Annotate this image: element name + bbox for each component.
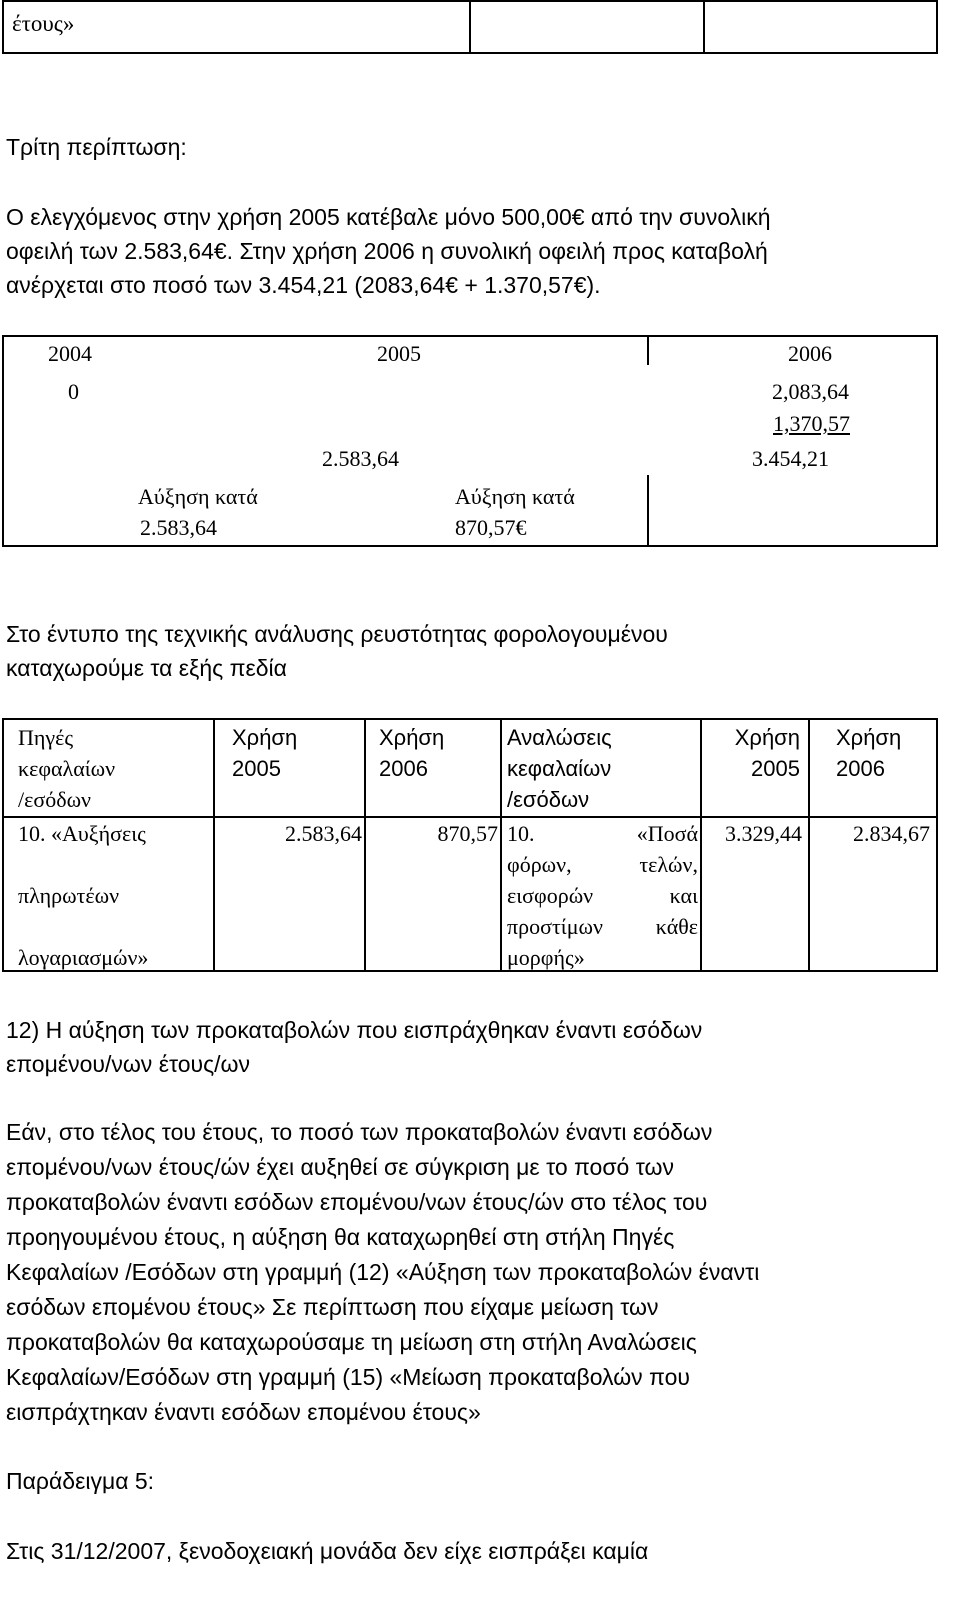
- para1-line3: ανέρχεται στο ποσό των 3.454,21 (2083,64€ + 1.370,57€).: [6, 272, 601, 298]
- para2-line2: καταχωρούμε τα εξής πεδία: [6, 655, 287, 681]
- header-sources-l3: /εσόδων: [18, 787, 92, 812]
- para3-line7: προκαταβολών θα καταχωρούσαμε τη μείωση στη στήλη Αναλώσεις: [6, 1329, 697, 1355]
- header-use-2005b-l2: 2005: [751, 756, 800, 781]
- top-box-text: έτους»: [12, 11, 75, 36]
- value-2006-total: 3.454,21: [752, 446, 829, 471]
- header-use-2005b-l1: Χρήση: [734, 725, 800, 750]
- row-use-l2a: φόρων,: [507, 852, 572, 877]
- value-2006-a: 2,083,64: [772, 379, 849, 404]
- value-2005: 2.583,64: [322, 446, 399, 471]
- row-use-l1a: 10.: [507, 821, 535, 846]
- row-value-2005: 2.583,64: [285, 821, 362, 846]
- item12-line1: 12) Η αύξηση των προκαταβολών που εισπράχθηκαν έναντι εσόδων: [6, 1017, 703, 1043]
- header-use-2005-l2: 2005: [232, 756, 281, 781]
- header-uses-l3: /εσόδων: [507, 787, 590, 812]
- year-2005: 2005: [377, 341, 421, 366]
- para3-line4: προηγουμένου έτους, η αύξηση θα καταχωρηθεί στη στήλη Πηγές: [6, 1224, 675, 1250]
- row-use-l3b: και: [669, 883, 698, 908]
- value-2006-b: 1,370,57: [773, 411, 850, 436]
- row-use-2005: 3.329,44: [725, 821, 802, 846]
- year-2004: 2004: [48, 341, 92, 366]
- para3-line6: εσόδων επομένου έτους» Σε περίπτωση που είχαμε μείωση των: [6, 1294, 659, 1320]
- header-use-2006-l2: 2006: [379, 756, 428, 781]
- row-use-l4a: προστίμων: [507, 914, 603, 939]
- para1-line1: Ο ελεγχόμενος στην χρήση 2005 κατέβαλε μόνο 500,00€ από την συνολική: [6, 204, 771, 230]
- start-value: 0: [68, 379, 79, 404]
- para3-line2: επομένου/νων έτους/ών έχει αυξηθεί σε σύγκριση με το ποσό των: [6, 1154, 674, 1180]
- row-use-l2b: τελών,: [639, 852, 698, 877]
- header-use-2005-l1: Χρήση: [232, 725, 298, 750]
- row-source-l1: 10. «Αυξήσεις: [18, 821, 146, 846]
- header-sources-l2: κεφαλαίων: [18, 756, 116, 781]
- year-2006: 2006: [788, 341, 832, 366]
- row-use-l4b: κάθε: [655, 914, 698, 939]
- row-use-2006: 2.834,67: [853, 821, 930, 846]
- para3-line9: εισπράχτηκαν έναντι εσόδων επομένου έτους»: [6, 1399, 481, 1425]
- header-use-2006b-l2: 2006: [836, 756, 885, 781]
- header-uses-l2: κεφαλαίων: [507, 756, 612, 781]
- case3-heading: Τρίτη περίπτωση:: [6, 134, 187, 160]
- increase-1-value: 2.583,64: [140, 515, 217, 540]
- row-use-l1b: «Ποσά: [636, 821, 698, 846]
- row-value-2006: 870,57: [437, 821, 498, 846]
- increase-2-label: Αύξηση κατά: [455, 484, 575, 509]
- header-use-2006-l1: Χρήση: [379, 725, 445, 750]
- para4-line1: Στις 31/12/2007, ξενοδοχειακή μονάδα δεν είχε εισπράξει καμία: [6, 1538, 649, 1564]
- para3-line1: Εάν, στο τέλος του έτους, το ποσό των προκαταβολών έναντι εσόδων: [6, 1119, 713, 1145]
- para3-line5: Κεφαλαίων /Εσόδων στη γραμμή (12) «Αύξηση των προκαταβολών έναντι: [6, 1259, 760, 1285]
- item12-line2: επομένου/νων έτους/ων: [6, 1051, 251, 1077]
- para1-line2: οφειλή των 2.583,64€. Στην χρήση 2006 η συνολική οφειλή προς καταβολή: [6, 238, 768, 264]
- increase-1-label: Αύξηση κατά: [138, 484, 258, 509]
- para2-line1: Στο έντυπο της τεχνικής ανάλυσης ρευστότητας φορολογουμένου: [6, 621, 668, 647]
- increase-2-value: 870,57€: [455, 515, 527, 540]
- row-use-l3a: εισφορών: [507, 883, 594, 908]
- header-sources-l1: Πηγές: [18, 725, 74, 750]
- header-use-2006b-l1: Χρήση: [836, 725, 902, 750]
- header-uses-l1: Αναλώσεις: [507, 725, 612, 750]
- row-use-description: [507, 818, 698, 972]
- row-source-l2: πληρωτέων: [18, 883, 120, 908]
- para3-line3: προκαταβολών έναντι εσόδων επομένου/νων έτους/ών στο τέλος του: [6, 1189, 708, 1215]
- row-source-l3: λογαριασμών»: [18, 945, 149, 970]
- para3-line8: Κεφαλαίων/Εσόδων στη γραμμή (15) «Μείωση προκαταβολών που: [6, 1364, 690, 1390]
- example5-heading: Παράδειγμα 5:: [6, 1468, 155, 1494]
- row-use-l5: μορφής»: [507, 945, 585, 970]
